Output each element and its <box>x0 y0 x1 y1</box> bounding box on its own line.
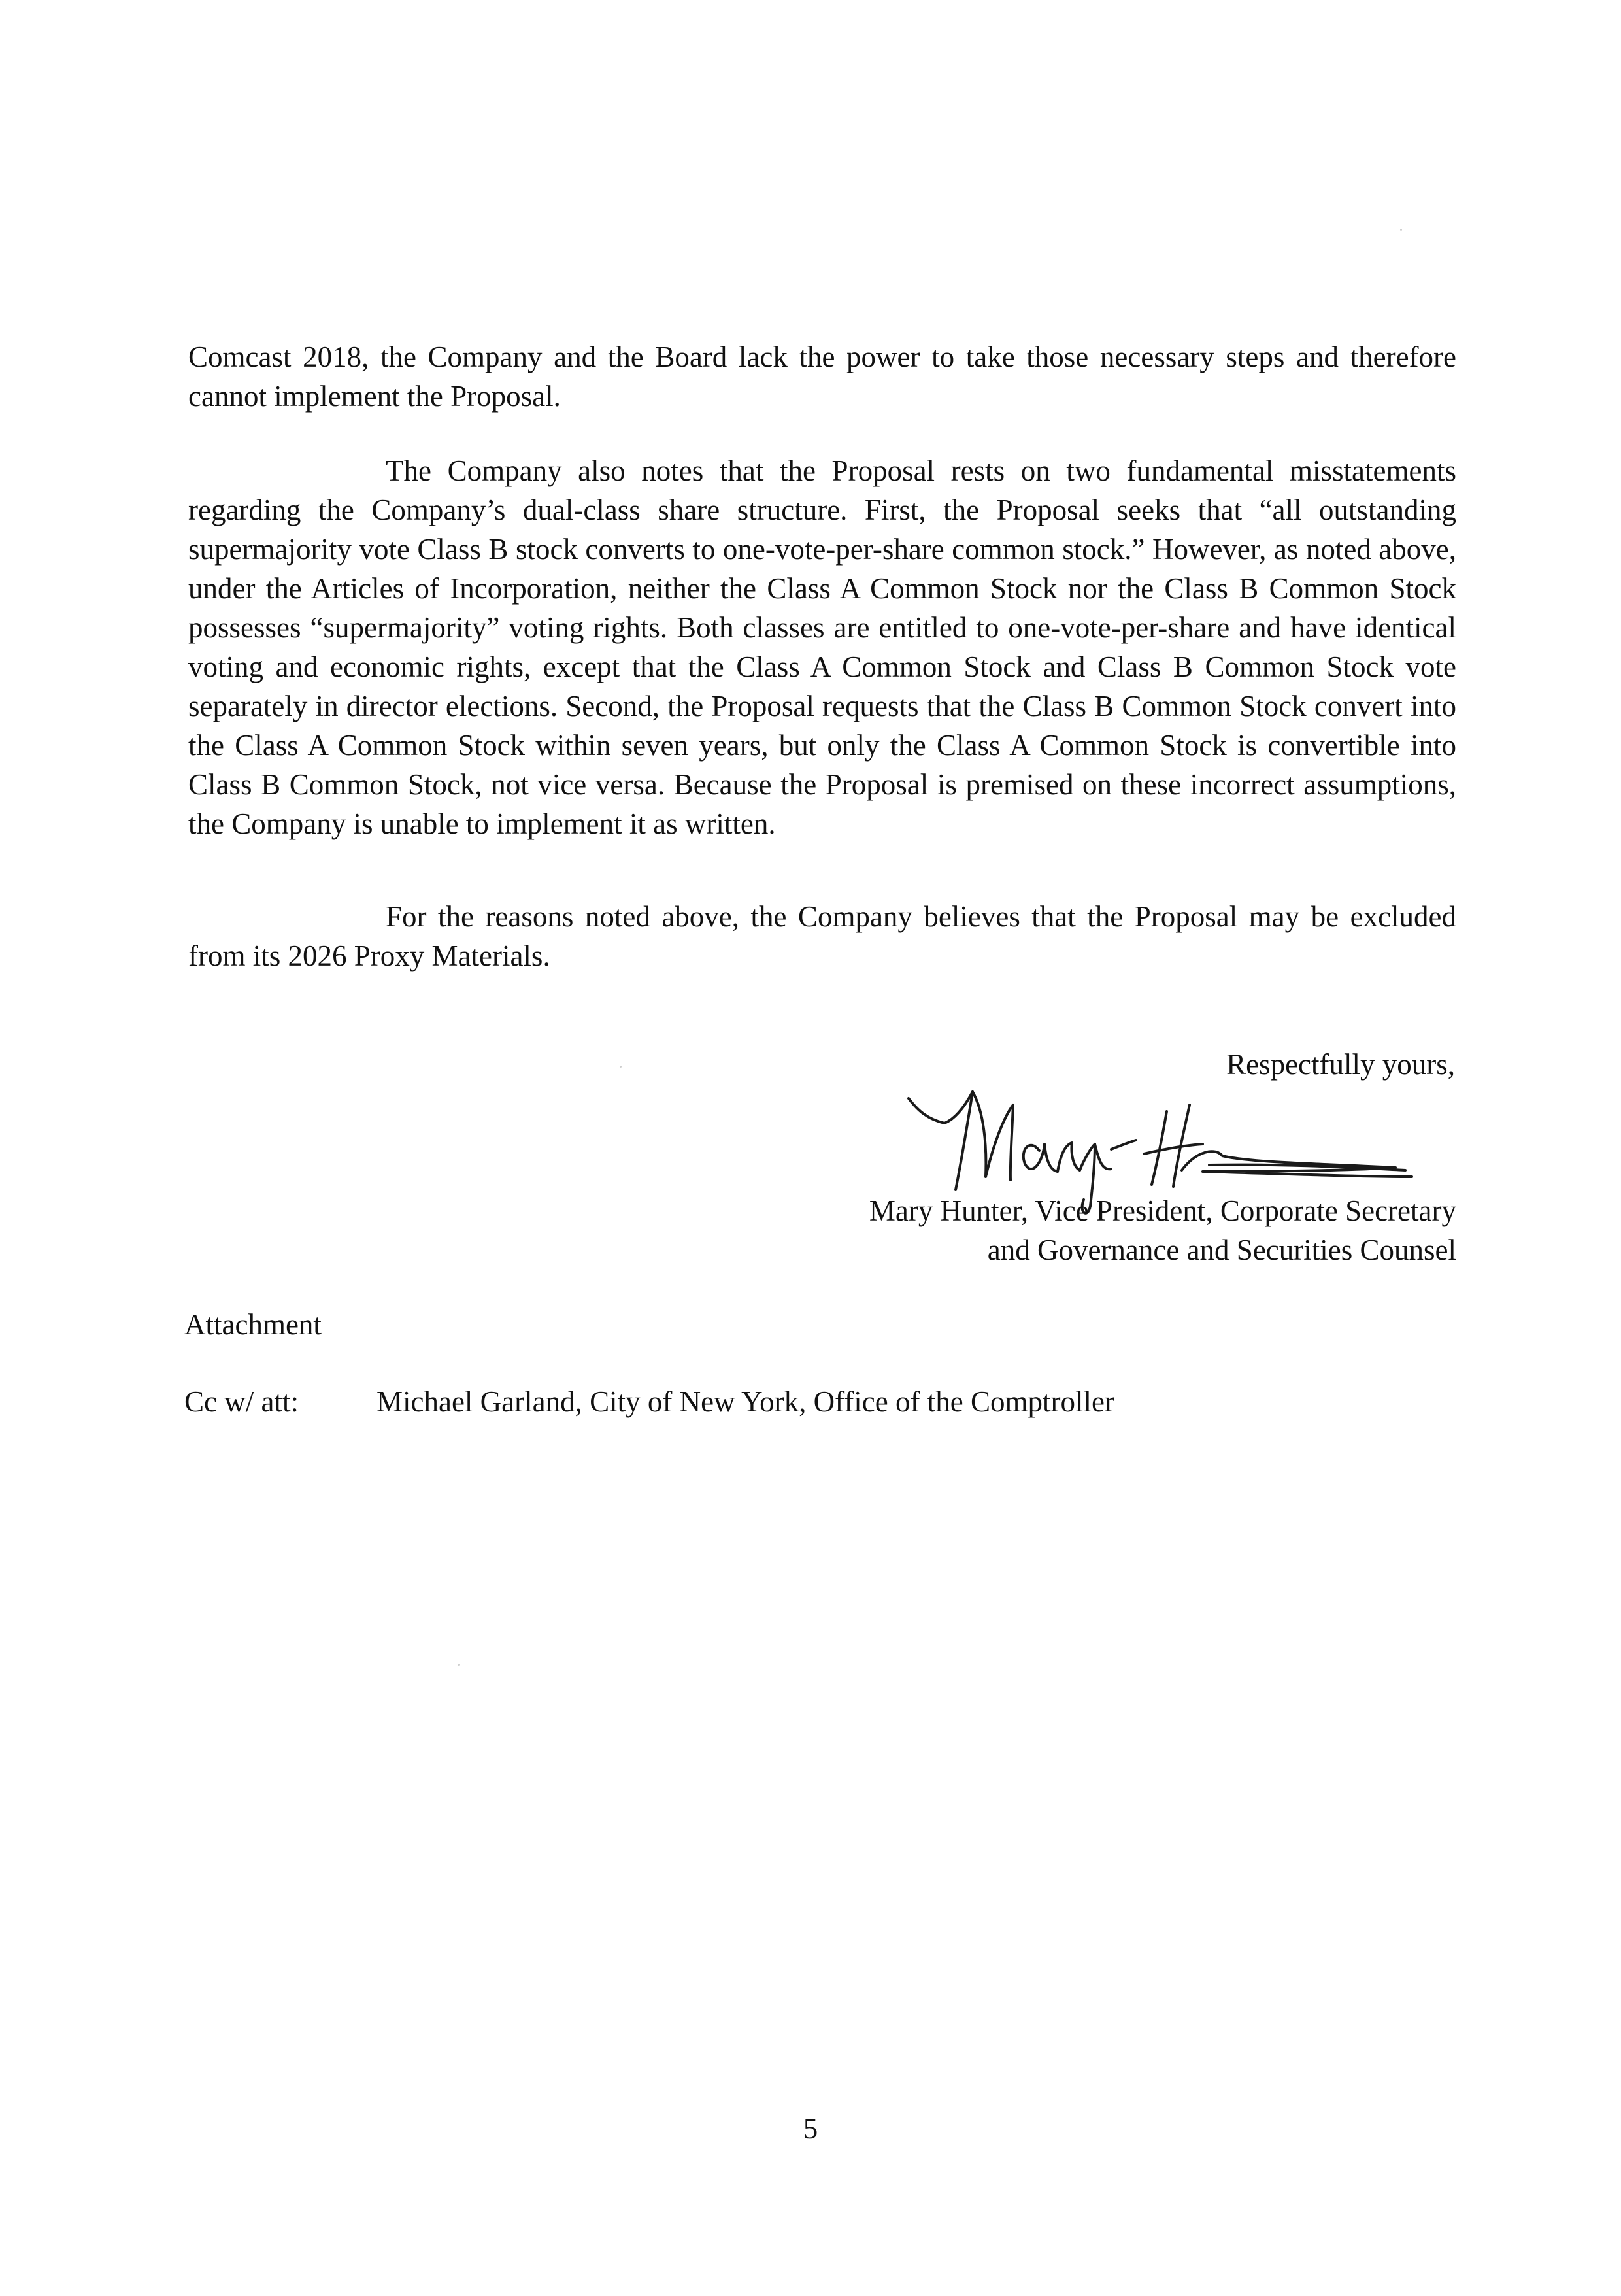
scan-speck <box>1400 229 1402 231</box>
cc-label: Cc w/ att: <box>184 1385 299 1418</box>
scan-speck <box>458 1664 460 1666</box>
scan-speck <box>620 1066 622 1068</box>
signatory-title-continued: and Governance and Securities Counsel <box>987 1234 1456 1266</box>
body-paragraph-1: Comcast 2018, the Company and the Board lack the power to take those necessary steps and therefore cannot implement the Proposal. <box>188 341 1456 413</box>
signatory-name-title: Mary Hunter, Vice President, Corporate Secretary <box>869 1194 1456 1227</box>
attachment-label: Attachment <box>184 1308 322 1341</box>
body-paragraph-3: For the reasons noted above, the Company believes that the Proposal may be excluded from its 2026 Proxy Materials. <box>188 900 1456 972</box>
page-number: 5 <box>803 2112 818 2145</box>
signature-block <box>869 1191 1456 1270</box>
cc-recipient: Michael Garland, City of New York, Office of the Comptroller <box>376 1385 1114 1418</box>
closing-salutation: Respectfully yours, <box>1226 1048 1455 1081</box>
body-paragraph-2: The Company also notes that the Proposal rests on two fundamental misstatements regarding the Company’s dual-class share structure. First, the Proposal seeks that “all outstanding supermajority vote Class B stock converts to one-vote-per-share common stock.” However, as noted above, under the Articles of Incorporation, neither the Class A Common Stock nor the Class B Common Stock possesses “supermajority” voting rights. Both classes are entitled to one-vote-per-share and have identical voting and economic rights, except that the Class A Common Stock and Class B Common Stock vote separately in director elections. Second, the Proposal requests that the Class B Common Stock convert into the Class A Common Stock within seven years, but only the Class A Common Stock is convertible into Class B Common Stock, not vice versa. Because the Proposal is premised on these incorrect assumptions, the Company is unable to implement it as written. <box>188 454 1456 840</box>
cc-line <box>184 1382 1114 1421</box>
signature-text-hidden: Mary H <box>895 1072 898 1073</box>
